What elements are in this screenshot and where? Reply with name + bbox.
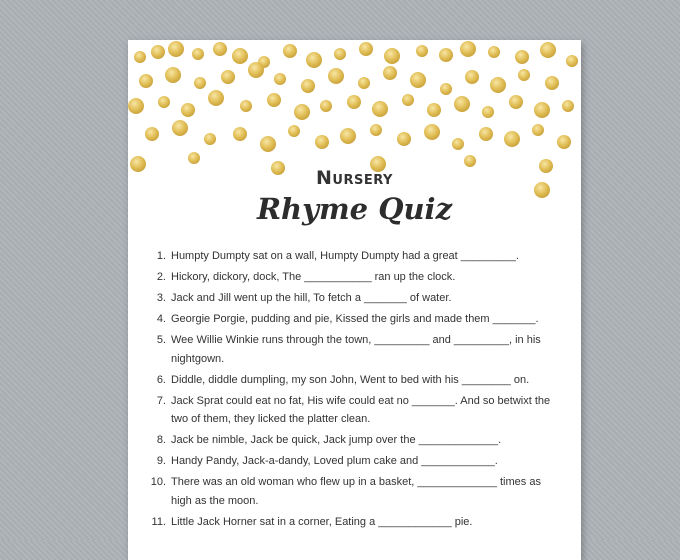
confetti-dot — [465, 70, 479, 84]
confetti-dot — [294, 104, 310, 120]
question-item — [138, 247, 558, 266]
question-text: Georgie Porgie, pudding and pie, Kissed the girls and made them _______. — [171, 313, 539, 325]
question-item — [138, 392, 558, 429]
confetti-dot — [545, 76, 559, 90]
question-text: Little Jack Horner sat in a corner, Eating a ____________ pie. — [171, 515, 473, 528]
confetti-dot — [248, 62, 264, 78]
question-number: 1. — [156, 250, 166, 262]
question-number: 9. — [156, 455, 166, 467]
confetti-dot — [464, 155, 476, 167]
quiz-sheet — [128, 40, 581, 560]
confetti-dot — [267, 93, 281, 107]
confetti-dot — [158, 96, 170, 108]
confetti-dot — [347, 95, 361, 109]
confetti-dot — [370, 124, 382, 136]
confetti-dot — [168, 41, 184, 57]
question-text: Wee Willie Winkie runs through the town, _________ and _________, in his nightgown. — [171, 334, 541, 365]
confetti-dot — [233, 127, 247, 141]
question-text: Hickory, dickory, dock, The ___________ ran up the clock. — [171, 271, 456, 283]
question-text: There was an old woman who flew up in a basket, _____________ times as high as the moon. — [171, 476, 541, 507]
question-item — [138, 289, 558, 308]
confetti-dot — [340, 128, 356, 144]
confetti-dot — [145, 127, 159, 141]
confetti-dot — [557, 135, 571, 149]
question-item — [138, 431, 558, 450]
confetti-dot — [504, 131, 520, 147]
question-number: 7. — [156, 394, 166, 407]
confetti-dot — [440, 83, 452, 95]
confetti-dot — [213, 42, 227, 56]
confetti-dot — [454, 96, 470, 112]
title-nursery: Nursery — [316, 167, 393, 189]
confetti-dot — [172, 120, 188, 136]
question-item — [138, 331, 558, 368]
question-number: 4. — [156, 313, 166, 325]
confetti-dot — [397, 132, 411, 146]
question-number: 3. — [156, 292, 166, 304]
question-item — [138, 268, 558, 287]
confetti-dot — [359, 42, 373, 56]
confetti-dot — [383, 66, 397, 80]
confetti-dot — [128, 98, 144, 114]
confetti-dot — [283, 44, 297, 58]
confetti-dot — [204, 133, 216, 145]
confetti-dot — [509, 95, 523, 109]
question-text: Diddle, diddle dumpling, my son John, Went to bed with his ________ on. — [171, 373, 530, 386]
confetti-dot — [452, 138, 464, 150]
question-text: Handy Pandy, Jack-a-dandy, Loved plum cake and ____________. — [171, 455, 498, 467]
confetti-dot — [532, 124, 544, 136]
question-text: Jack be nimble, Jack be quick, Jack jump over the _____________. — [171, 434, 502, 446]
confetti-dot — [372, 101, 388, 117]
confetti-dot — [139, 74, 153, 88]
question-list — [138, 247, 558, 534]
confetti-dot — [151, 45, 165, 59]
confetti-dot — [518, 69, 530, 81]
confetti-dot — [439, 48, 453, 62]
confetti-dot — [328, 68, 344, 84]
question-number: 5. — [156, 334, 166, 346]
confetti-dot — [188, 152, 200, 164]
confetti-dot — [402, 94, 414, 106]
confetti-dot — [460, 41, 476, 57]
confetti-dot — [427, 103, 441, 117]
confetti-dot — [410, 72, 426, 88]
question-text: Jack Sprat could eat no fat, His wife could eat no _______. And so betwixt the two of them, they licked the platter clean. — [171, 394, 551, 425]
confetti-dot — [562, 100, 574, 112]
confetti-dot — [301, 79, 315, 93]
confetti-dot — [194, 77, 206, 89]
question-item — [138, 452, 558, 471]
confetti-dot — [240, 100, 252, 112]
confetti-dot — [232, 48, 248, 64]
confetti-dot — [221, 70, 235, 84]
question-item — [138, 473, 558, 510]
confetti-dot — [515, 50, 529, 64]
confetti-dot — [334, 48, 346, 60]
question-item — [138, 513, 558, 532]
confetti-dot — [566, 55, 578, 67]
confetti-dot — [165, 67, 181, 83]
question-number: 2. — [156, 271, 166, 283]
confetti-dot — [315, 135, 329, 149]
question-item — [138, 371, 558, 390]
question-number: 11. — [151, 515, 166, 528]
confetti-dot — [208, 90, 224, 106]
confetti-dot — [540, 42, 556, 58]
title-rhyme-quiz: Rhyme Quiz — [256, 192, 453, 226]
confetti-dot — [306, 52, 322, 68]
confetti-dot — [192, 48, 204, 60]
confetti-dot — [384, 48, 400, 64]
confetti-dot — [424, 124, 440, 140]
confetti-dot — [416, 45, 428, 57]
confetti-dot — [320, 100, 332, 112]
confetti-dot — [490, 77, 506, 93]
confetti-dot — [358, 77, 370, 89]
confetti-dot — [181, 103, 195, 117]
confetti-dot — [482, 106, 494, 118]
question-text: Jack and Jill went up the hill, To fetch a _______ of water. — [171, 292, 452, 304]
confetti-dot — [260, 136, 276, 152]
question-number: 6. — [156, 373, 166, 386]
confetti-dot — [488, 46, 500, 58]
confetti-dot — [534, 102, 550, 118]
question-number: 8. — [156, 434, 166, 446]
question-number: 10. — [150, 476, 166, 488]
confetti-dot — [274, 73, 286, 85]
confetti-dot — [479, 127, 493, 141]
question-item — [138, 310, 558, 329]
confetti-dot — [134, 51, 146, 63]
question-text: Humpty Dumpty sat on a wall, Humpty Dumpty had a great _________. — [171, 250, 519, 262]
confetti-dot — [288, 125, 300, 137]
